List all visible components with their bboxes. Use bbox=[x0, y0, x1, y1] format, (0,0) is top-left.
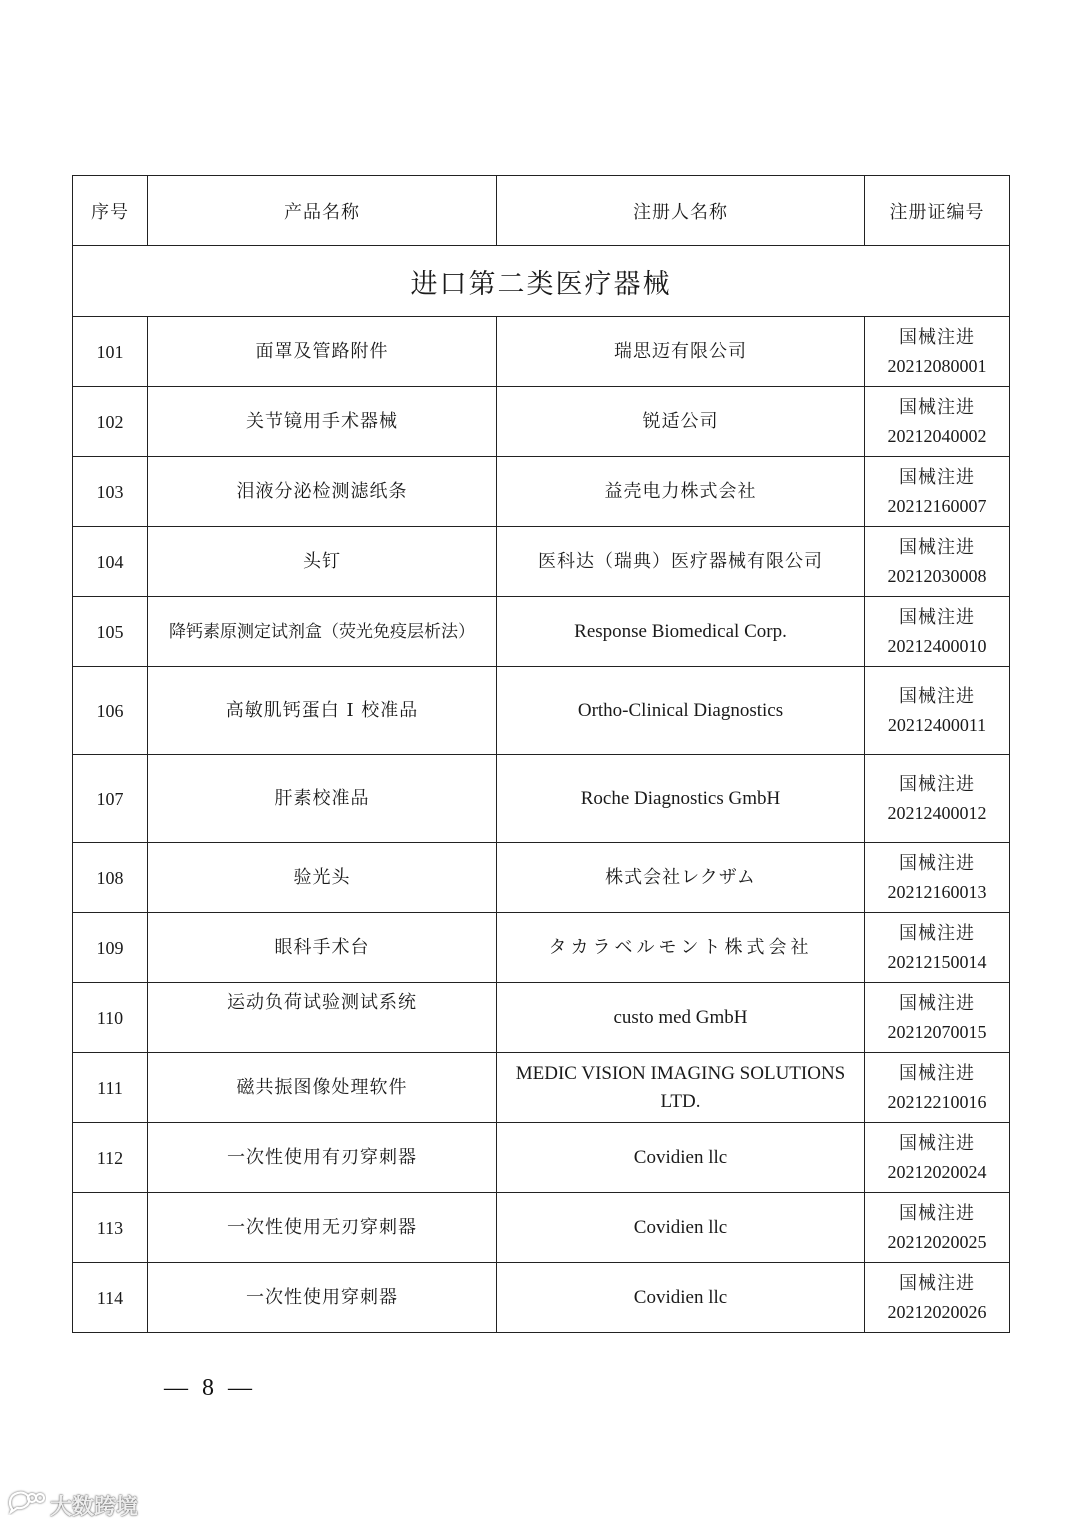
registry-table bbox=[72, 175, 1010, 1333]
table-row bbox=[73, 1263, 1010, 1333]
row-seq: 111 bbox=[73, 1053, 148, 1123]
cert-number: 20212020024 bbox=[887, 1161, 987, 1182]
row-seq: 106 bbox=[73, 667, 148, 755]
row-seq: 104 bbox=[73, 527, 148, 597]
row-registrant: Covidien llc bbox=[497, 1123, 865, 1193]
row-product: 降钙素原测定试剂盒（荧光免疫层析法） bbox=[148, 597, 497, 667]
row-certificate bbox=[865, 667, 1010, 755]
row-product: 磁共振图像处理软件 bbox=[148, 1053, 497, 1123]
cert-label: 国械注进 bbox=[899, 326, 975, 348]
row-product: 验光头 bbox=[148, 843, 497, 913]
row-seq: 108 bbox=[73, 843, 148, 913]
section-title: 进口第二类医疗器械 bbox=[73, 246, 1010, 317]
row-product: 肝素校准品 bbox=[148, 755, 497, 843]
cert-label: 国械注进 bbox=[899, 606, 975, 628]
table-header-row bbox=[73, 176, 1010, 246]
header-seq: 序号 bbox=[73, 176, 148, 246]
table-row bbox=[73, 1053, 1010, 1123]
row-certificate bbox=[865, 755, 1010, 843]
row-seq: 109 bbox=[73, 913, 148, 983]
row-product: 面罩及管路附件 bbox=[148, 317, 497, 387]
row-registrant: Covidien llc bbox=[497, 1193, 865, 1263]
row-certificate bbox=[865, 843, 1010, 913]
cert-label: 国械注进 bbox=[899, 396, 975, 418]
cert-label: 国械注进 bbox=[899, 922, 975, 944]
row-seq: 114 bbox=[73, 1263, 148, 1333]
section-row bbox=[73, 246, 1010, 317]
row-seq: 110 bbox=[73, 983, 148, 1053]
row-registrant: 医科达（瑞典）医疗器械有限公司 bbox=[497, 527, 865, 597]
cert-label: 国械注进 bbox=[899, 1062, 975, 1084]
row-certificate bbox=[865, 913, 1010, 983]
row-product: 一次性使用无刃穿刺器 bbox=[148, 1193, 497, 1263]
table-row bbox=[73, 1123, 1010, 1193]
cert-number: 20212020025 bbox=[887, 1231, 987, 1252]
row-product: 运动负荷试验测试系统 bbox=[148, 983, 497, 1053]
cert-label: 国械注进 bbox=[899, 685, 975, 707]
cert-label: 国械注进 bbox=[899, 1132, 975, 1154]
cert-number: 20212400010 bbox=[887, 635, 987, 656]
row-product: 眼科手术台 bbox=[148, 913, 497, 983]
table-row bbox=[73, 667, 1010, 755]
watermark bbox=[6, 1490, 138, 1520]
row-seq: 113 bbox=[73, 1193, 148, 1263]
row-seq: 107 bbox=[73, 755, 148, 843]
row-registrant: 瑞思迈有限公司 bbox=[497, 317, 865, 387]
row-registrant: 株式会社レクザム bbox=[497, 843, 865, 913]
row-registrant: custo med GmbH bbox=[497, 983, 865, 1053]
row-registrant: Ortho-Clinical Diagnostics bbox=[497, 667, 865, 755]
row-certificate bbox=[865, 1123, 1010, 1193]
header-product-name: 产品名称 bbox=[148, 176, 497, 246]
cert-label: 国械注进 bbox=[899, 1202, 975, 1224]
watermark-text: 大数跨境 bbox=[50, 1494, 139, 1520]
cert-number: 20212070015 bbox=[887, 1021, 987, 1042]
row-certificate bbox=[865, 527, 1010, 597]
row-registrant: タカラベルモント株式会社 bbox=[497, 913, 865, 983]
cert-label: 国械注进 bbox=[899, 1272, 975, 1294]
row-seq: 103 bbox=[73, 457, 148, 527]
row-seq: 102 bbox=[73, 387, 148, 457]
row-product: 一次性使用穿刺器 bbox=[148, 1263, 497, 1333]
cert-label: 国械注进 bbox=[899, 852, 975, 874]
row-certificate bbox=[865, 457, 1010, 527]
table-row bbox=[73, 317, 1010, 387]
table-row bbox=[73, 755, 1010, 843]
table-row bbox=[73, 527, 1010, 597]
page-number: — 8 — bbox=[164, 1375, 256, 1401]
cert-number: 20212400012 bbox=[887, 802, 987, 823]
row-certificate bbox=[865, 597, 1010, 667]
row-certificate bbox=[865, 1193, 1010, 1263]
row-seq: 112 bbox=[73, 1123, 148, 1193]
table-row bbox=[73, 913, 1010, 983]
table-row bbox=[73, 597, 1010, 667]
row-registrant: Roche Diagnostics GmbH bbox=[497, 755, 865, 843]
cert-number: 20212020026 bbox=[887, 1301, 987, 1322]
header-certificate-number: 注册证编号 bbox=[865, 176, 1010, 246]
table-row bbox=[73, 843, 1010, 913]
cert-number: 20212080001 bbox=[887, 355, 987, 376]
row-registrant: 锐适公司 bbox=[497, 387, 865, 457]
table-row bbox=[73, 387, 1010, 457]
table-row bbox=[73, 457, 1010, 527]
row-certificate bbox=[865, 1053, 1010, 1123]
cert-label: 国械注进 bbox=[899, 773, 975, 795]
row-certificate bbox=[865, 387, 1010, 457]
cert-number: 20212210016 bbox=[887, 1091, 987, 1112]
table-row bbox=[73, 1193, 1010, 1263]
row-product: 泪液分泌检测滤纸条 bbox=[148, 457, 497, 527]
header-registrant-name: 注册人名称 bbox=[497, 176, 865, 246]
cert-label: 国械注进 bbox=[899, 992, 975, 1014]
row-registrant: MEDIC VISION IMAGING SOLUTIONS LTD. bbox=[497, 1053, 865, 1123]
row-seq: 101 bbox=[73, 317, 148, 387]
cert-number: 20212400011 bbox=[887, 714, 987, 735]
cert-label: 国械注进 bbox=[899, 536, 975, 558]
row-registrant: 益壳电力株式会社 bbox=[497, 457, 865, 527]
cert-number: 20212150014 bbox=[887, 951, 987, 972]
row-product: 头钉 bbox=[148, 527, 497, 597]
row-certificate bbox=[865, 1263, 1010, 1333]
row-registrant: Covidien llc bbox=[497, 1263, 865, 1333]
row-certificate bbox=[865, 317, 1010, 387]
row-seq: 105 bbox=[73, 597, 148, 667]
cert-number: 20212160007 bbox=[887, 495, 987, 516]
row-product: 高敏肌钙蛋白 I 校准品 bbox=[148, 667, 497, 755]
table-row bbox=[73, 983, 1010, 1053]
cert-number: 20212040002 bbox=[887, 425, 987, 446]
row-certificate bbox=[865, 983, 1010, 1053]
row-product: 一次性使用有刃穿刺器 bbox=[148, 1123, 497, 1193]
row-registrant: Response Biomedical Corp. bbox=[497, 597, 865, 667]
cert-number: 20212160013 bbox=[887, 881, 987, 902]
row-product: 关节镜用手术器械 bbox=[148, 387, 497, 457]
cert-number: 20212030008 bbox=[887, 565, 987, 586]
cert-label: 国械注进 bbox=[899, 466, 975, 488]
speech-bubble-logo-icon bbox=[6, 1489, 50, 1521]
